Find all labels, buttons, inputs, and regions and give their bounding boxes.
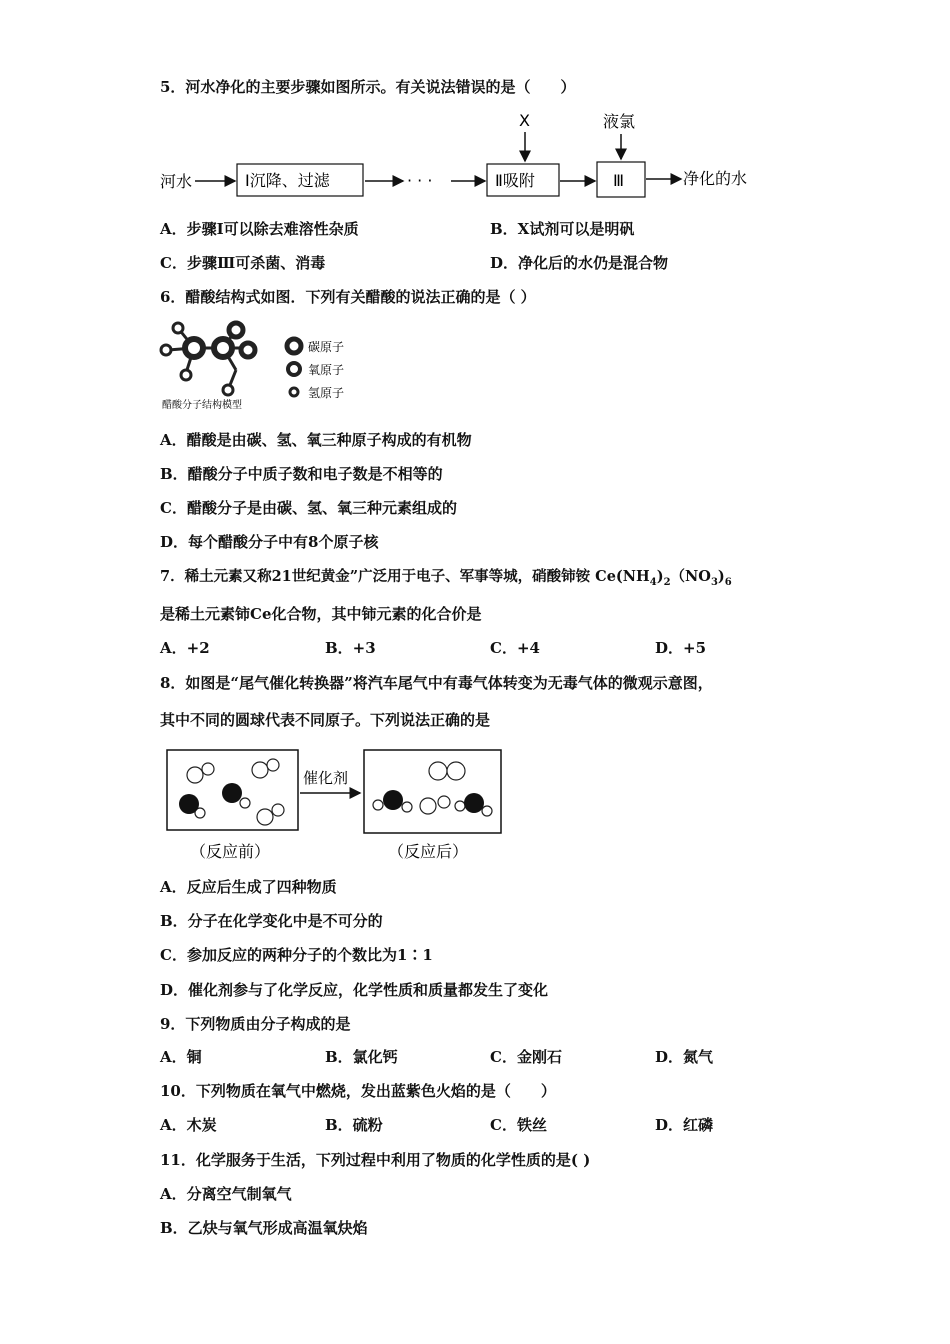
after-black-atom-1	[383, 790, 403, 810]
legend-carbon-label: 碳原子	[308, 340, 345, 354]
q7-option-c[interactable]: C．+4	[490, 639, 540, 657]
before-caption: （反应前）	[190, 842, 271, 861]
acetic-acid-model	[158, 318, 378, 413]
q5-option-d[interactable]: D．净化后的水仍是混合物	[490, 254, 669, 272]
legend-hydrogen-label: 氢原子	[308, 386, 345, 400]
q8-option-d[interactable]: D．催化剂参与了化学反应，化学性质和质量都发生了变化	[160, 981, 549, 999]
q7-mid-3: )	[717, 568, 725, 585]
q5-option-b[interactable]: B．X试剂可以是明矾	[490, 220, 635, 238]
q7-sub-2: 2	[663, 576, 671, 588]
q8-stem-line1: 8．如图是“尾气催化转换器”将汽车尾气中有毒气体转变为无毒气体的微观示意图，	[160, 674, 713, 692]
step3-label: Ⅲ	[613, 171, 625, 190]
q5-option-c[interactable]: C．步骤Ⅲ可杀菌、消毒	[160, 254, 326, 272]
q6-option-a[interactable]: A．醋酸是由碳、氢、氧三种原子构成的有机物	[160, 431, 472, 449]
legend-hydrogen-icon	[290, 388, 298, 396]
water-purification-diagram	[155, 108, 765, 203]
model-hydrogen-3	[181, 370, 191, 380]
purified-water-label: 净化的水	[683, 169, 748, 188]
q10-stem: 10．下列物质在氧气中燃烧，发出蓝紫色火焰的是（ ）	[160, 1082, 556, 1100]
q6-option-c[interactable]: C．醋酸分子是由碳、氢、氧三种元素组成的	[160, 499, 457, 517]
q7-sub-1: 4	[649, 576, 657, 588]
q7-option-d[interactable]: D．+5	[655, 639, 707, 657]
model-oxygen-1	[229, 323, 243, 337]
q7-mid-2: （NO	[670, 568, 711, 585]
after-black-atom-2	[464, 793, 484, 813]
q10-option-b[interactable]: B．硫粉	[325, 1116, 383, 1134]
dots: · · ·	[407, 171, 433, 190]
river-water-label: 河水	[160, 172, 193, 191]
model-hydrogen-1	[173, 323, 183, 333]
step1-label: Ⅰ沉降、过滤	[245, 171, 330, 190]
model-carbon-1	[185, 339, 203, 357]
after-box	[364, 750, 501, 833]
q7-option-b[interactable]: B．+3	[325, 639, 376, 657]
legend-oxygen-icon	[288, 363, 300, 375]
q11-stem: 11．化学服务于生活，下列过程中利用了物质的化学性质的是( )	[160, 1151, 591, 1169]
q10-option-d[interactable]: D．红磷	[655, 1116, 714, 1134]
before-black-atom-1	[179, 794, 199, 814]
q6-option-d[interactable]: D．每个醋酸分子中有8个原子核	[160, 533, 379, 551]
q8-option-c[interactable]: C．参加反应的两种分子的个数比为1∶1	[160, 946, 433, 964]
legend-carbon-icon	[287, 339, 301, 353]
q5-stem: 5．河水净化的主要步骤如图所示。有关说法错误的是（ ）	[160, 78, 576, 96]
liquid-chlorine-label: 液氯	[603, 112, 636, 131]
q7-sub-3: 3	[710, 576, 718, 588]
q11-option-b[interactable]: B．乙炔与氧气形成高温氧炔焰	[160, 1219, 368, 1237]
q6-option-b[interactable]: B．醋酸分子中质子数和电子数是不相等的	[160, 465, 443, 483]
q9-stem: 9．下列物质由分子构成的是	[160, 1015, 351, 1033]
q9-option-c[interactable]: C．金刚石	[490, 1048, 562, 1066]
model-carbon-2	[214, 339, 232, 357]
q9-option-d[interactable]: D．氮气	[655, 1048, 714, 1066]
before-black-atom-2	[222, 783, 242, 803]
q9-option-a[interactable]: A．铜	[160, 1048, 202, 1066]
q8-option-a[interactable]: A．反应后生成了四种物质	[160, 878, 337, 896]
q7-option-a[interactable]: A．+2	[160, 639, 210, 657]
model-caption: 醋酸分子结构模型	[162, 400, 242, 411]
catalyst-label: 催化剂	[303, 769, 349, 787]
q7-stem-text: 7．稀土元素又称21世纪黄金”广泛用于电子、军事等城，硝酸铈铵 Ce(NH	[160, 568, 650, 585]
q7-stem-line2: 是稀土元素铈Ce化合物，其中铈元素的化合价是	[160, 605, 482, 623]
q5-option-a[interactable]: A．步骤Ⅰ可以除去难溶性杂质	[160, 220, 359, 238]
reagent-x-label: X	[519, 111, 530, 130]
q8-stem-line2: 其中不同的圆球代表不同原子。下列说法正确的是	[160, 711, 491, 729]
q11-option-a[interactable]: A．分离空气制氧气	[160, 1185, 292, 1203]
q7-stem-line1	[160, 567, 732, 593]
model-hydrogen-2	[161, 345, 171, 355]
catalytic-converter-diagram	[160, 745, 510, 870]
q7-sub-4: 6	[724, 576, 732, 588]
q6-stem: 6．醋酸结构式如图．下列有关醋酸的说法正确的是（ ）	[160, 288, 536, 306]
q7-mid-1: )	[656, 568, 664, 585]
q9-option-b[interactable]: B．氯化钙	[325, 1048, 398, 1066]
legend-oxygen-label: 氧原子	[308, 363, 345, 377]
after-caption: （反应后）	[388, 842, 469, 861]
model-hydrogen-4	[223, 385, 233, 395]
q10-option-a[interactable]: A．木炭	[160, 1116, 217, 1134]
model-oxygen-2	[241, 343, 255, 357]
q8-option-b[interactable]: B．分子在化学变化中是不可分的	[160, 912, 383, 930]
q10-option-c[interactable]: C．铁丝	[490, 1116, 547, 1134]
step2-label: Ⅱ吸附	[495, 171, 535, 190]
